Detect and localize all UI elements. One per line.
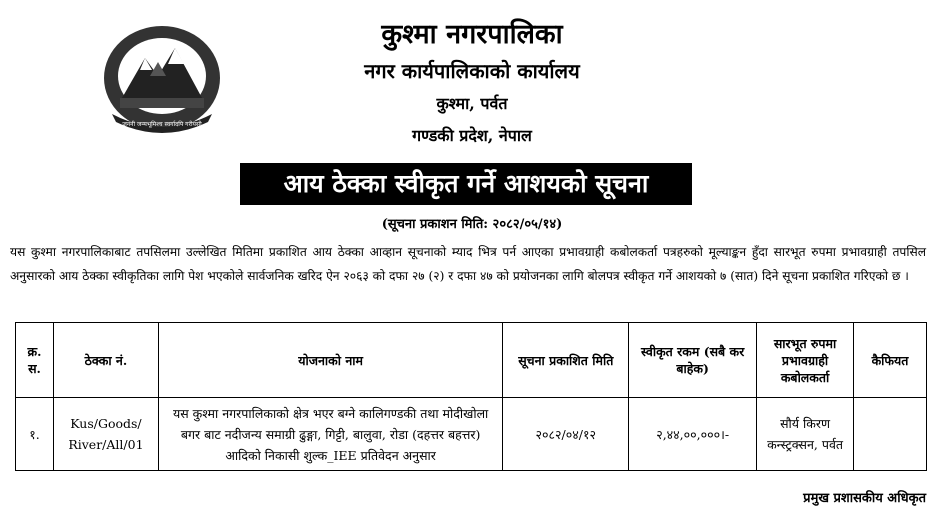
cell-notice-date: २०८२/०४/१२ <box>503 398 629 471</box>
header-sn: क्र. स. <box>16 323 54 398</box>
notice-body: यस कुश्मा नगरपालिकाबाट तपसिलमा उल्लेखित मितिमा प्रकाशित आय ठेक्का आव्हान सूचनाको म्याद भित्र पर्न आएका प्रभावग्राही कबोलकर्ता पत्रहरुको मूल्याङ्कन हुँदा सारभूत रुपमा प्रभावग्राही तपसिल अनुसारको आय ठेक्का स्वीकृतिका लागि पेश भएकोले सार्वजनिक खरिद ऐन २०६३ को दफा २७ (२) र दफा ४७ को प्रयोजनका लागि बोलपत्र स्वीकृत गर्ने आशयको ७ (सात) दिने सूचना प्रकाशित गरिएको छ । <box>10 245 926 283</box>
table-header-row <box>16 323 927 398</box>
cell-bidder: सौर्य किरण कन्स्ट्रक्सन, पर्वत <box>757 398 854 471</box>
cell-project: यस कुश्मा नगरपालिकाको क्षेत्र भएर बग्ने कालिगण्डकी तथा मोदीखोला बगर बाट नदीजन्य समाग्री ढुङ्गा, गिट्टी, बालुवा, रोडा (दहत्तर बहत्तर) आदिको निकासी शुल्क_IEE प्रतिवेदन अनुसार <box>158 398 502 471</box>
province: गण्डकी प्रदेश, नेपाल <box>412 126 532 145</box>
notice-title: आय ठेक्का स्वीकृत गर्ने आशयको सूचना <box>240 163 692 205</box>
header-remarks: कैफियत <box>854 323 927 398</box>
header-amount: स्वीकृत रकम (सबै कर बाहेक) <box>629 323 757 398</box>
cell-amount: २,४४,००,०००।- <box>629 398 757 471</box>
municipality-name: कुश्मा नगरपालिका <box>381 19 563 50</box>
cell-contract-no: Kus/Goods/ River/All/01 <box>53 398 158 471</box>
publication-date: (सूचना प्रकाशन मिति: २०८२/०५/१४) <box>381 217 563 232</box>
office-name: नगर कार्यपालिकाको कार्यालय <box>364 59 580 83</box>
signatory: प्रमुख प्रशासकीय अधिकृत <box>803 491 926 506</box>
nepal-emblem-icon <box>100 18 225 138</box>
header-bidder: सारभूत रुपमा प्रभावग्राही कबोलकर्ता <box>757 323 854 398</box>
header-project: योजनाको नाम <box>158 323 502 398</box>
address: कुश्मा, पर्वत <box>436 94 508 113</box>
cell-remarks <box>854 398 927 471</box>
header-notice-date: सूचना प्रकाशित मिति <box>503 323 629 398</box>
emblem-motto: जननी जन्मभूमिश्च स्वर्गादपि गरीयसी <box>122 121 202 128</box>
header-contract-no: ठेक्का नं. <box>53 323 158 398</box>
table-row <box>16 398 927 471</box>
contract-table <box>15 322 927 471</box>
cell-sn: १. <box>16 398 54 471</box>
